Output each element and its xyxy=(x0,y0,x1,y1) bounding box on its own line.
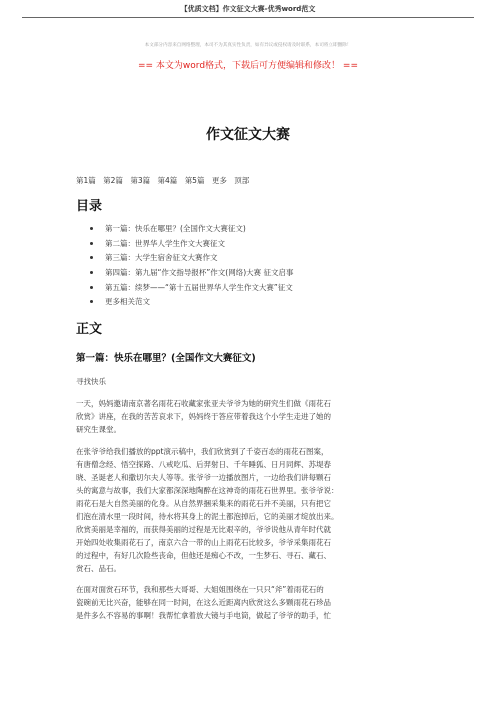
paragraph-line: 研究生课堂。 xyxy=(76,425,121,434)
toc-heading: 目录 xyxy=(76,199,103,214)
paragraph-line: 雨花石是大自然美丽的化身。从自然界捆采集来的雨花石并不美丽，只有把它 xyxy=(76,499,331,508)
section-title: 第一篇：快乐在哪里？(全国作文大赛征文) xyxy=(76,353,256,364)
paragraph-line: 瓷碗前无比兴奋，能够在同一时间，在这么近距离内欣赏这么多颗雨花石珍品 xyxy=(76,598,331,607)
paragraph-line: 头的寓意与故事，我们大家都深深地陶醉在这神奇的雨花石世界里。张爷爷说： xyxy=(76,486,339,495)
paragraph-1 xyxy=(76,397,426,436)
nav-link-1[interactable]: 第1篇 xyxy=(76,176,96,185)
page-title: 作文征文大赛 xyxy=(206,127,290,143)
toc-item[interactable]: 第二篇：世界华人学生作文大赛征文 xyxy=(76,237,294,252)
paragraph-line: 一天，妈妈邀请南京著名雨花石收藏家张亚夫爷爷为她的研究生们做《雨花石 xyxy=(76,399,331,408)
paragraph-line: 晓、圣诞老人和撒切尔夫人等等。张爷爷一边播放图片，一边给我们讲每颗石 xyxy=(76,473,331,482)
paragraph-2 xyxy=(76,445,426,575)
paragraph-line: 有唐僧念经、悟空探路、八戒吃瓜、后羿射日、千年睡狐、日月同辉、苏堤春 xyxy=(76,460,331,469)
paragraph-line: 是件多么不容易的事啊！我帮忙拿着放大镜与手电筒，做起了爷爷的助手，忙 xyxy=(76,611,331,620)
paragraph-line: 的过程中，有好几次险些丧命，但他还是痴心不改，一生梦石、寻石、藏石、 xyxy=(76,551,331,560)
nav-link-2[interactable]: 第2篇 xyxy=(103,176,123,185)
nav-link-top[interactable]: 顶部 xyxy=(234,176,250,185)
word-format-notice: == 本文为word格式，下载后可方便编辑和修改！ == xyxy=(137,61,358,71)
paragraph-3 xyxy=(76,583,426,622)
chapter-nav xyxy=(76,175,254,186)
paragraph-line: 开始四处收集雨花石了，南京六合一带的山上雨花石比较多，爷爷采集雨花石 xyxy=(76,538,331,547)
paragraph-line: 欣赏美丽是幸福的，而获得美丽的过程是无比艰辛的，爷爷说他从青年时代就 xyxy=(76,525,331,534)
toc-item[interactable]: 更多相关范文 xyxy=(76,295,294,310)
nav-link-more[interactable]: 更多 xyxy=(211,176,227,185)
nav-link-4[interactable]: 第4篇 xyxy=(157,176,178,185)
paragraph-line: 在张爷爷给我们播放的ppt演示稿中，我们欣赏到了千姿百态的雨花石图案， xyxy=(76,447,329,456)
body-heading: 正文 xyxy=(76,322,103,337)
section-subtitle: 寻找快乐 xyxy=(76,377,106,386)
toc-list xyxy=(76,222,294,310)
header-doc-title: 【优质文档】作文征文大赛-优秀word范文 xyxy=(180,5,316,13)
toc-item[interactable]: 第一篇：快乐在哪里？(全国作文大赛征文) xyxy=(76,222,294,237)
nav-link-3[interactable]: 第3篇 xyxy=(130,176,151,185)
nav-link-5[interactable]: 第5篇 xyxy=(184,176,205,185)
disclaimer-text: 本文部分内容来自网络整理，本司不为其真实性负责，如有异议或侵权请及时联系，本司将立即删除！ xyxy=(144,43,352,48)
toc-item[interactable]: 第四篇：第九届“作文指导报杯”作文(网络)大赛 征文启事 xyxy=(76,266,294,281)
paragraph-line: 在面对面赏石环节，我和那些大哥哥、大姐姐围绕在一只只“斧”着雨花石的 xyxy=(76,585,324,594)
toc-item[interactable]: 第三篇：大学生宿舍征文大赛作文 xyxy=(76,251,294,266)
paragraph-line: 欣赏》讲座，在我的苦苦哀求下，妈妈终于答应带着我这个小学生走进了她的 xyxy=(76,412,331,421)
toc-item[interactable]: 第五篇：续梦——“第十五届世界华人学生作文大赛”征文 xyxy=(76,281,294,296)
paragraph-line: 赏石、品石。 xyxy=(76,564,121,573)
paragraph-line: 们泡在清水里一段时间，待水将其身上的泥土都泡掉后，它的美丽才绽放出来。 xyxy=(76,512,339,521)
header-divider xyxy=(22,17,474,18)
